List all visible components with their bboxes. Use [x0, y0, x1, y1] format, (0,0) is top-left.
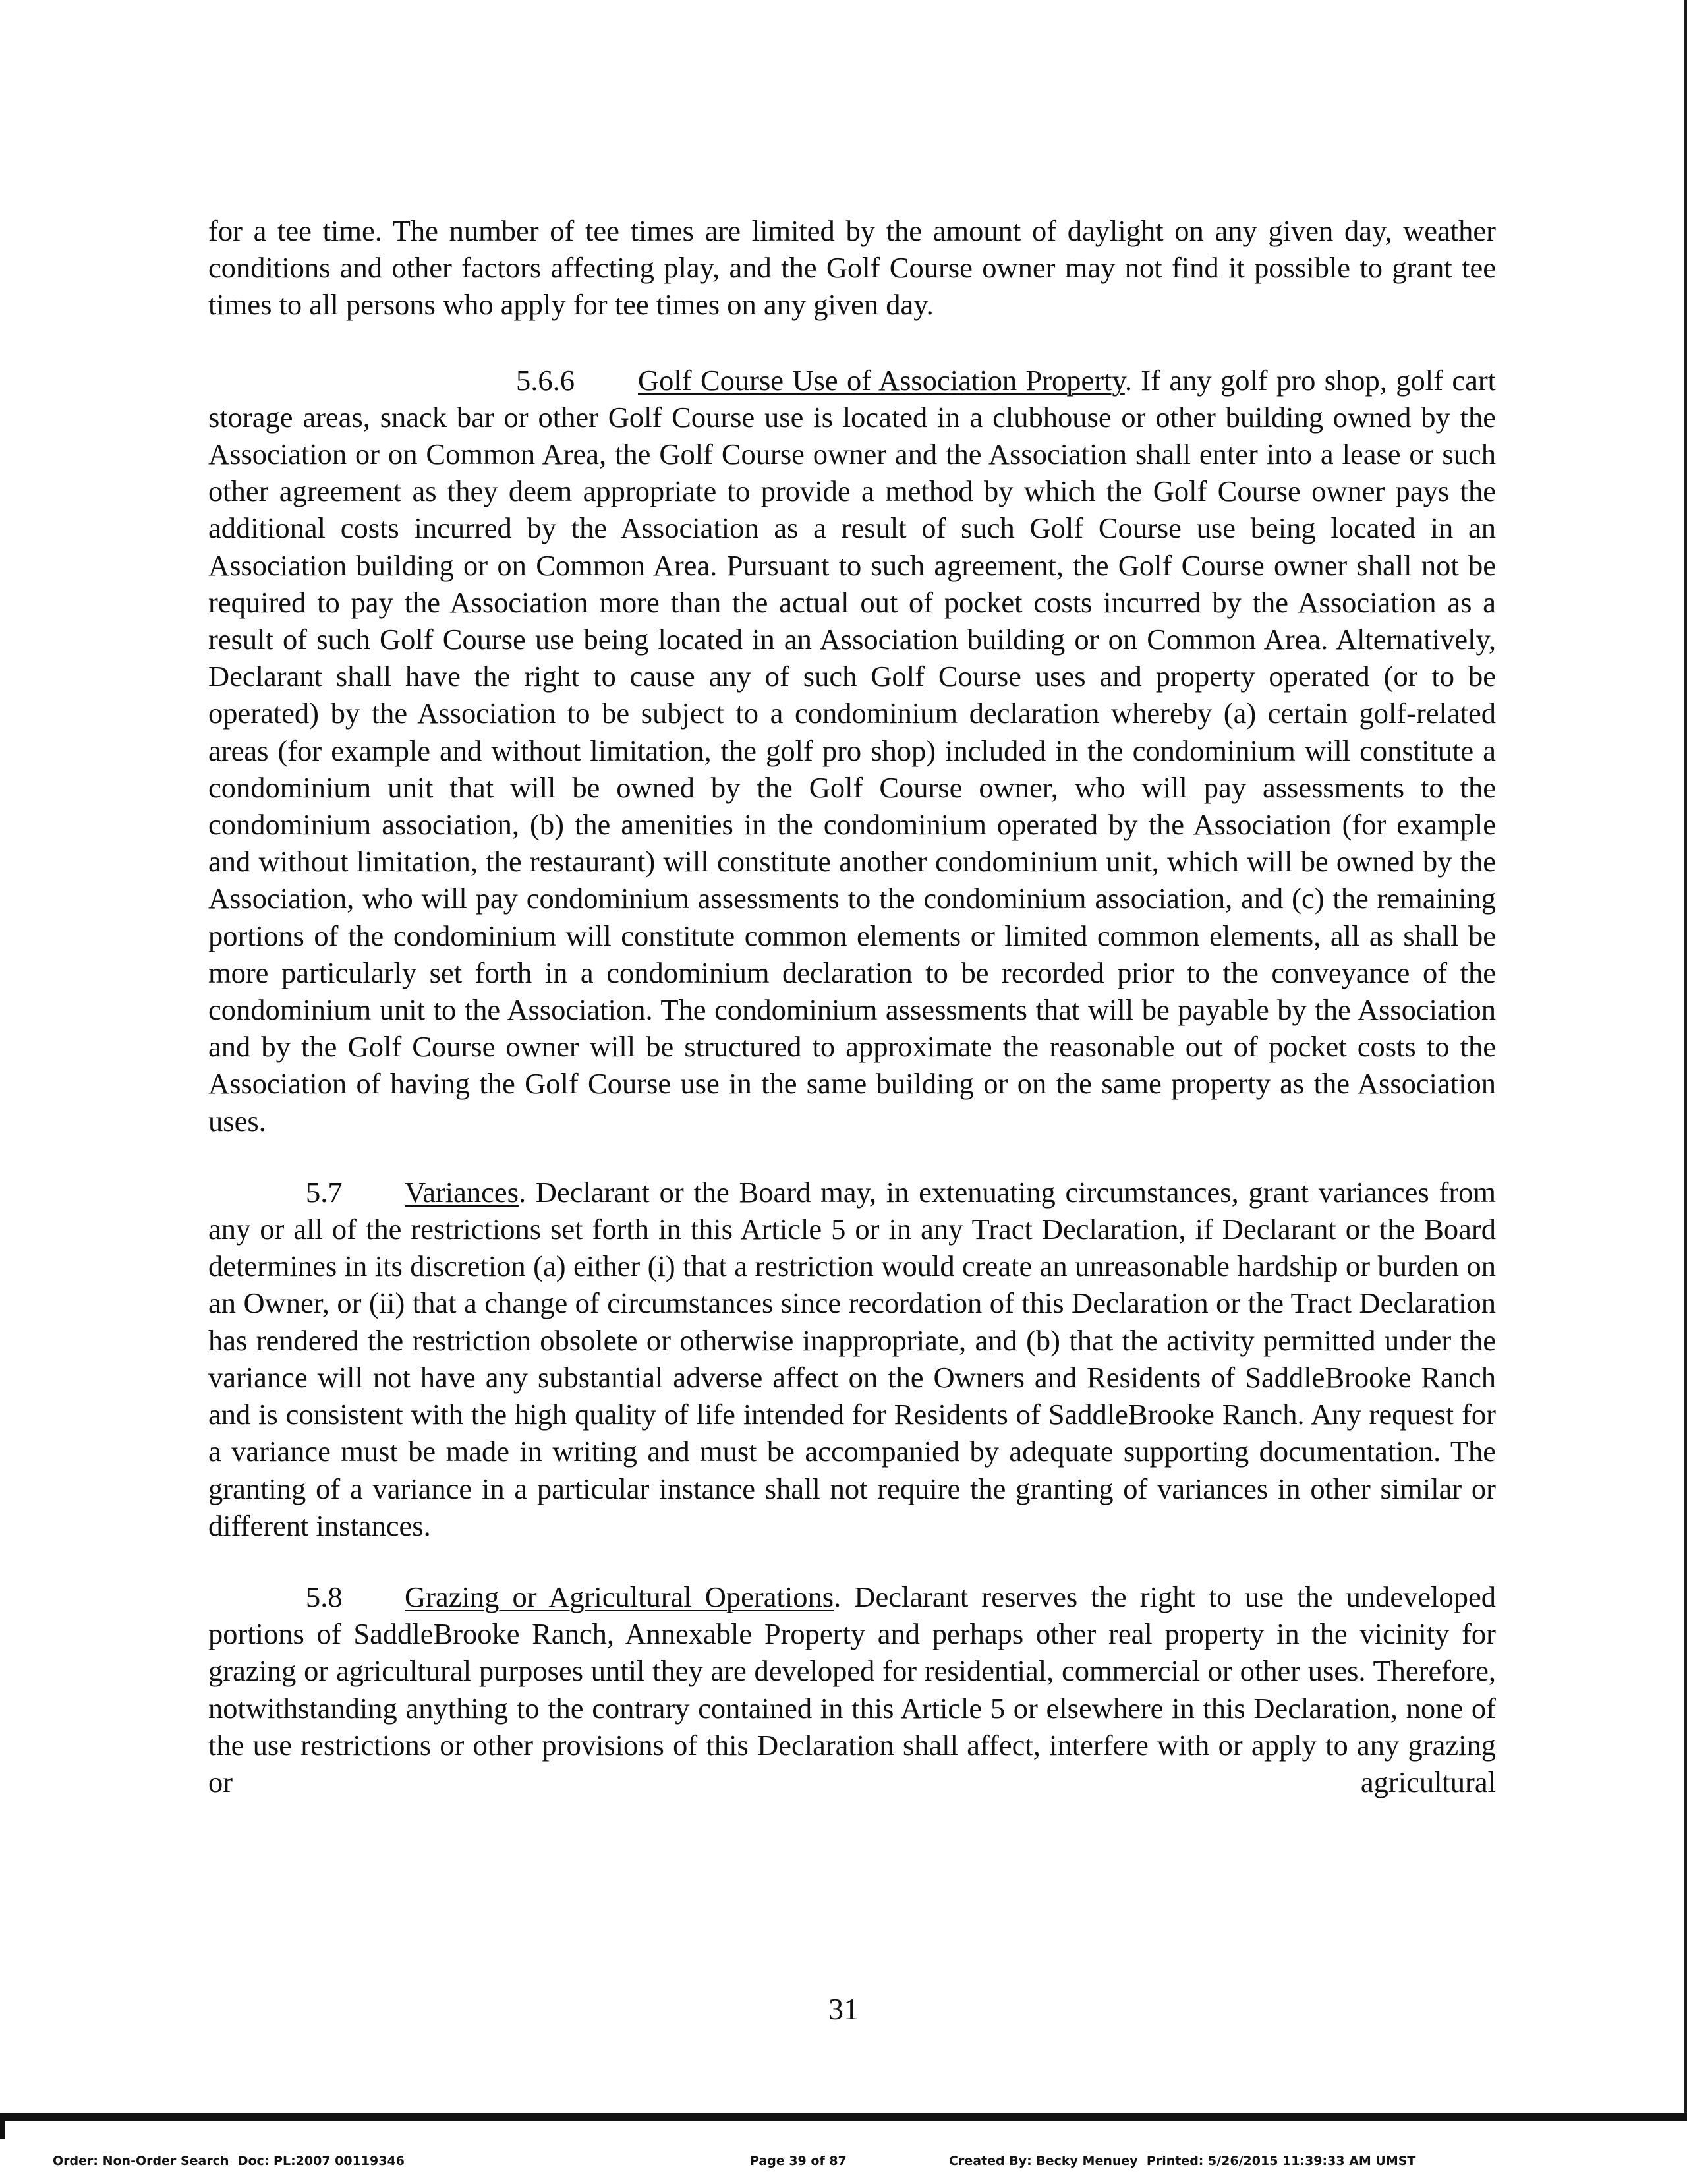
- section-5-6-6: [208, 362, 1496, 1139]
- section-number: 5.6.6: [516, 363, 575, 397]
- section-number: 5.7: [306, 1175, 343, 1209]
- paragraph-text: for a tee time. The number of tee times are limited by the amount of daylight on any given day, weather conditions and other factors affecting play, and the Golf Course owner may not find it possible to grant tee times to all persons who apply for tee times on any given day.: [208, 214, 1496, 322]
- section-heading: Variances: [405, 1175, 519, 1209]
- document-body: [208, 212, 1496, 1800]
- section-5-8: [208, 1578, 1496, 1800]
- section-text: . Declarant reserves the right to use the undeveloped portions of SaddleBrooke Ranch, Annexable Property and perhaps other real property in the vicinity for grazing or agricultural purposes until they are developed for residential, commercial or other uses. Therefore, notwithstanding anything to the contrary contained in this Article 5 or elsewhere in this Declaration, none of the use restrictions or other provisions of this Declaration shall affect, interfere with or apply to any grazing or agricultural: [208, 1580, 1496, 1798]
- page-edge: [1684, 0, 1687, 2119]
- paragraph-tee-times: [208, 212, 1496, 324]
- section-heading: Grazing or Agricultural Operations: [405, 1580, 834, 1613]
- footer-print-info: Created By: Becky Menuey Printed: 5/26/2015 11:39:33 AM UMST: [949, 2154, 1416, 2168]
- footer-divider-tick: [0, 2113, 5, 2139]
- footer-page-info: Page 39 of 87: [750, 2154, 847, 2168]
- footer-divider: [0, 2113, 1687, 2121]
- section-text: . If any golf pro shop, golf cart storage areas, snack bar or other Golf Course use is located in a clubhouse or other building owned by the Association or on Common Area, the Golf Course owner and the Association shall enter into a lease or such other agreement as they deem appropriate to provide a method by which the Golf Course owner pays the additional costs incurred by the Association as a result of such Golf Course use being located in an Association building or on Common Area. Pursuant to such agreement, the Golf Course owner shall not be required to pay the Association more than the actual out of pocket costs incurred by the Association as a result of such Golf Course use being located in an Association building or on Common Area. Alternatively, Declarant shall have the right to cause any of such Golf Course uses and property operated (or to be operated) by the Association to be subject to a condominium declaration whereby (a) certain golf-related areas (for example and without limitation, the golf pro shop) included in the condominium will constitute a condominium unit that will be owned by the Golf Course owner, who will pay assessments to the condominium association, (b) the amenities in the condominium operated by the Association (for example and without limitation, the restaurant) will constitute another condominium unit, which will be owned by the Association, who will pay condominium assessments to the condominium association, and (c) the remaining portions of the condominium will constitute common elements or limited common elements, all as shall be more particularly set forth in a condominium declaration to be recorded prior to the conveyance of the condominium unit to the Association. The condominium assessments that will be payable by the Association and by the Golf Course owner will be structured to approximate the reasonable out of pocket costs to the Association of having the Golf Course use in the same building or on the same property as the Association uses.: [208, 363, 1497, 1137]
- section-number: 5.8: [306, 1580, 343, 1613]
- page-number: 31: [828, 1992, 859, 2026]
- footer-order-info: Order: Non-Order Search Doc: PL:2007 00119346: [53, 2154, 405, 2168]
- section-heading: Golf Course Use of Association Property: [638, 363, 1125, 397]
- section-5-7: [208, 1174, 1496, 1544]
- section-text: . Declarant or the Board may, in extenuating circumstances, grant variances from any or all of the restrictions set forth in this Article 5 or in any Tract Declaration, if Declarant or the Board determines in its discretion (a) either (i) that a restriction would create an unreasonable hardship or burden on an Owner, or (ii) that a change of circumstances since recordation of this Declaration or the Tract Declaration has rendered the restriction obsolete or otherwise inappropriate, and (b) that the activity permitted under the variance will not have any substantial adverse affect on the Owners and Residents of SaddleBrooke Ranch and is consistent with the high quality of life intended for Residents of SaddleBrooke Ranch. Any request for a variance must be made in writing and must be accompanied by adequate supporting documentation. The granting of a variance in a particular instance shall not require the granting of variances in other similar or different instances.: [208, 1175, 1496, 1542]
